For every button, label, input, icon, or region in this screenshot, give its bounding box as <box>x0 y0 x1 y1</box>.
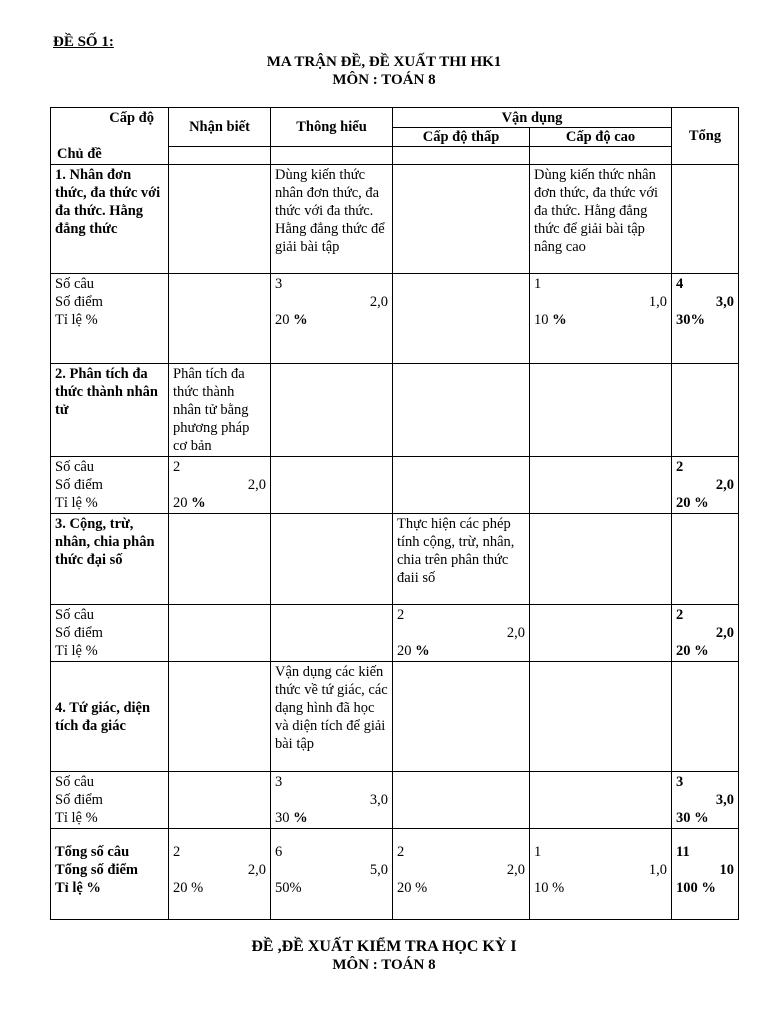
header-cap-do: Cấp độ <box>109 110 154 126</box>
totals-cap-do-cao: 1 1,0 10 % <box>530 829 672 920</box>
header-tong: Tổng <box>672 108 739 165</box>
subject-title: MÔN : TOÁN 8 <box>332 72 436 88</box>
topic-3-thap-stats: 2 2,0 20 % <box>393 605 530 662</box>
exam-number: ĐỀ SỐ 1: <box>53 34 114 50</box>
topic-3-name: 3. Cộng, trừ, nhân, chia phân thức đại số <box>51 514 169 605</box>
header-cap-do-thap: Cấp độ thấp <box>393 128 530 147</box>
topic-1-thong-hieu: Dùng kiến thức nhân đơn thức, đa thức với đa thức. Hằng đẳng thức để giải bài tập <box>271 165 393 274</box>
totals-labels: Tổng số câu Tổng số điểm Tỉ lệ % <box>51 829 169 920</box>
header-cap-do-chu-de <box>51 108 169 165</box>
topic-4-thong-hieu: Vận dụng các kiến thức về tứ giác, các dạng hình đã học và diện tích để giải bài tập <box>271 662 393 772</box>
topic-1-cap-do-cao: Dùng kiến thức nhân đơn thức, đa thức với đa thức. Hằng đẳng thức để giải bài tập nâng cao <box>530 165 672 274</box>
topic-1-th-stats: 3 2,0 20 % <box>271 274 393 364</box>
header-cap-do-cao: Cấp độ cao <box>530 128 672 147</box>
header-nhan-biet: Nhận biết <box>169 108 271 147</box>
totals-tong: 11 10 100 % <box>672 829 739 920</box>
topic-2-tong-stats: 2 2,0 20 % <box>672 457 739 514</box>
topic-1-name: 1. Nhân đơn thức, đa thức với đa thức. Hằng đẳng thức <box>51 165 169 274</box>
topic-4-name: 4. Tứ giác, diện tích đa giác <box>51 662 169 772</box>
topic-1-tong-stats: 4 3,0 30% <box>672 274 739 364</box>
header-chu-de: Chủ đề <box>57 146 102 162</box>
matrix-title: MA TRẬN ĐỀ, ĐỀ XUẤT THI HK1 <box>266 54 502 70</box>
topic-2-nhan-biet: Phân tích đa thức thành nhân tử bằng phương pháp cơ bản <box>169 364 271 457</box>
topic-1-cao-stats: 1 1,0 10 % <box>530 274 672 364</box>
topic-3-cap-do-thap: Thực hiện các phép tính cộng, trừ, nhân, chia trên phân thức đaii số <box>393 514 530 605</box>
topic-2-labels: Số câu Số điểm Tỉ lệ % <box>51 457 169 514</box>
topic-3-labels: Số câu Số điểm Tỉ lệ % <box>51 605 169 662</box>
topic-4-tong-stats: 3 3,0 30 % <box>672 772 739 829</box>
totals-cap-do-thap: 2 2,0 20 % <box>393 829 530 920</box>
topic-1-labels: Số câu Số điểm Tỉ lệ % <box>51 274 169 364</box>
topic-2-nb-stats: 2 2,0 20 % <box>169 457 271 514</box>
topic-2-name: 2. Phân tích đa thức thành nhân tử <box>51 364 169 457</box>
header-thong-hieu: Thông hiểu <box>271 108 393 147</box>
topic-4-labels: Số câu Số điểm Tỉ lệ % <box>51 772 169 829</box>
exam-heading: ĐỀ ,ĐỀ XUẤT KIỂM TRA HỌC KỲ I <box>251 938 517 955</box>
totals-thong-hieu: 6 5,0 50% <box>271 829 393 920</box>
topic-3-tong-stats: 2 2,0 20 % <box>672 605 739 662</box>
exam-matrix-table <box>50 107 739 920</box>
totals-nhan-biet: 2 2,0 20 % <box>169 829 271 920</box>
exam-subject: MÔN : TOÁN 8 <box>332 957 436 973</box>
header-van-dung: Vận dụng <box>393 108 672 128</box>
topic-4-th-stats: 3 3,0 30 % <box>271 772 393 829</box>
